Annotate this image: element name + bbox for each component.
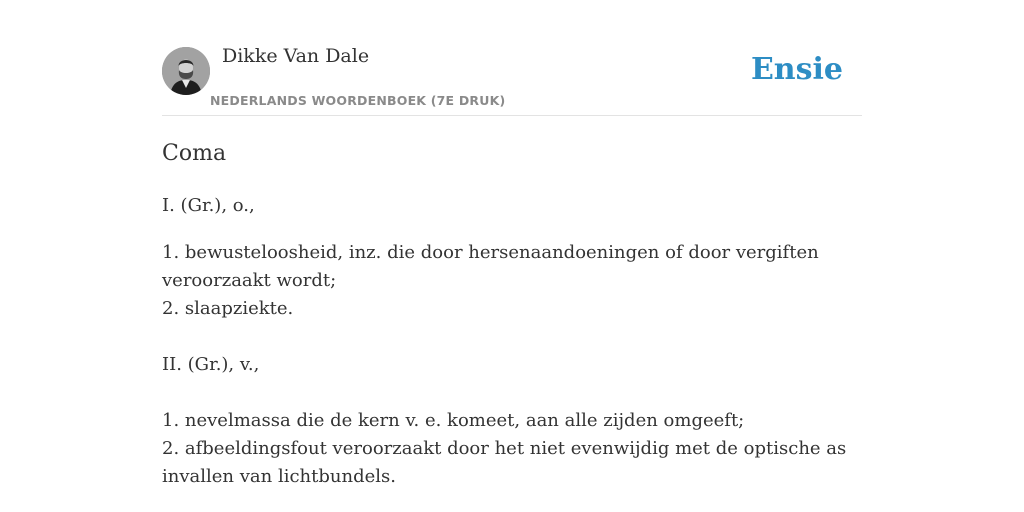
author-avatar[interactable] xyxy=(162,47,210,95)
sense-1-def-1-line-1: 1. bewusteloosheid, inz. die door hersenaandoeningen of door vergiften xyxy=(162,242,819,263)
sense-2-def-1: 1. nevelmassa die de kern v. e. komeet, aan alle zijden omgeeft; xyxy=(162,410,745,431)
sense-2-definitions xyxy=(162,407,862,491)
sense-2-header xyxy=(162,351,862,379)
sense-2-def-2-line-2: invallen van lichtbundels. xyxy=(162,466,396,487)
sense-1-definitions xyxy=(162,239,862,323)
dictionary-subtitle[interactable]: NEDERLANDS WOORDENBOEK (7E DRUK) xyxy=(210,93,506,108)
sense-1-header xyxy=(162,192,862,220)
author-portrait-icon xyxy=(162,47,210,95)
sense-2-header-text: II. (Gr.), v., xyxy=(162,354,260,375)
author-name[interactable]: Dikke Van Dale xyxy=(222,45,370,67)
sense-1-header-text: I. (Gr.), o., xyxy=(162,195,255,216)
sense-1-def-2: 2. slaapziekte. xyxy=(162,298,294,319)
ensie-logo[interactable]: Ensie xyxy=(750,52,843,87)
page-container xyxy=(162,0,862,487)
entry-header xyxy=(162,0,862,116)
sense-1-def-1-line-2: veroorzaakt wordt; xyxy=(162,270,337,291)
entry-title: Coma xyxy=(162,141,227,166)
sense-2-def-2-line-1: 2. afbeeldingsfout veroorzaakt door het niet evenwijdig met de optische as xyxy=(162,438,847,459)
